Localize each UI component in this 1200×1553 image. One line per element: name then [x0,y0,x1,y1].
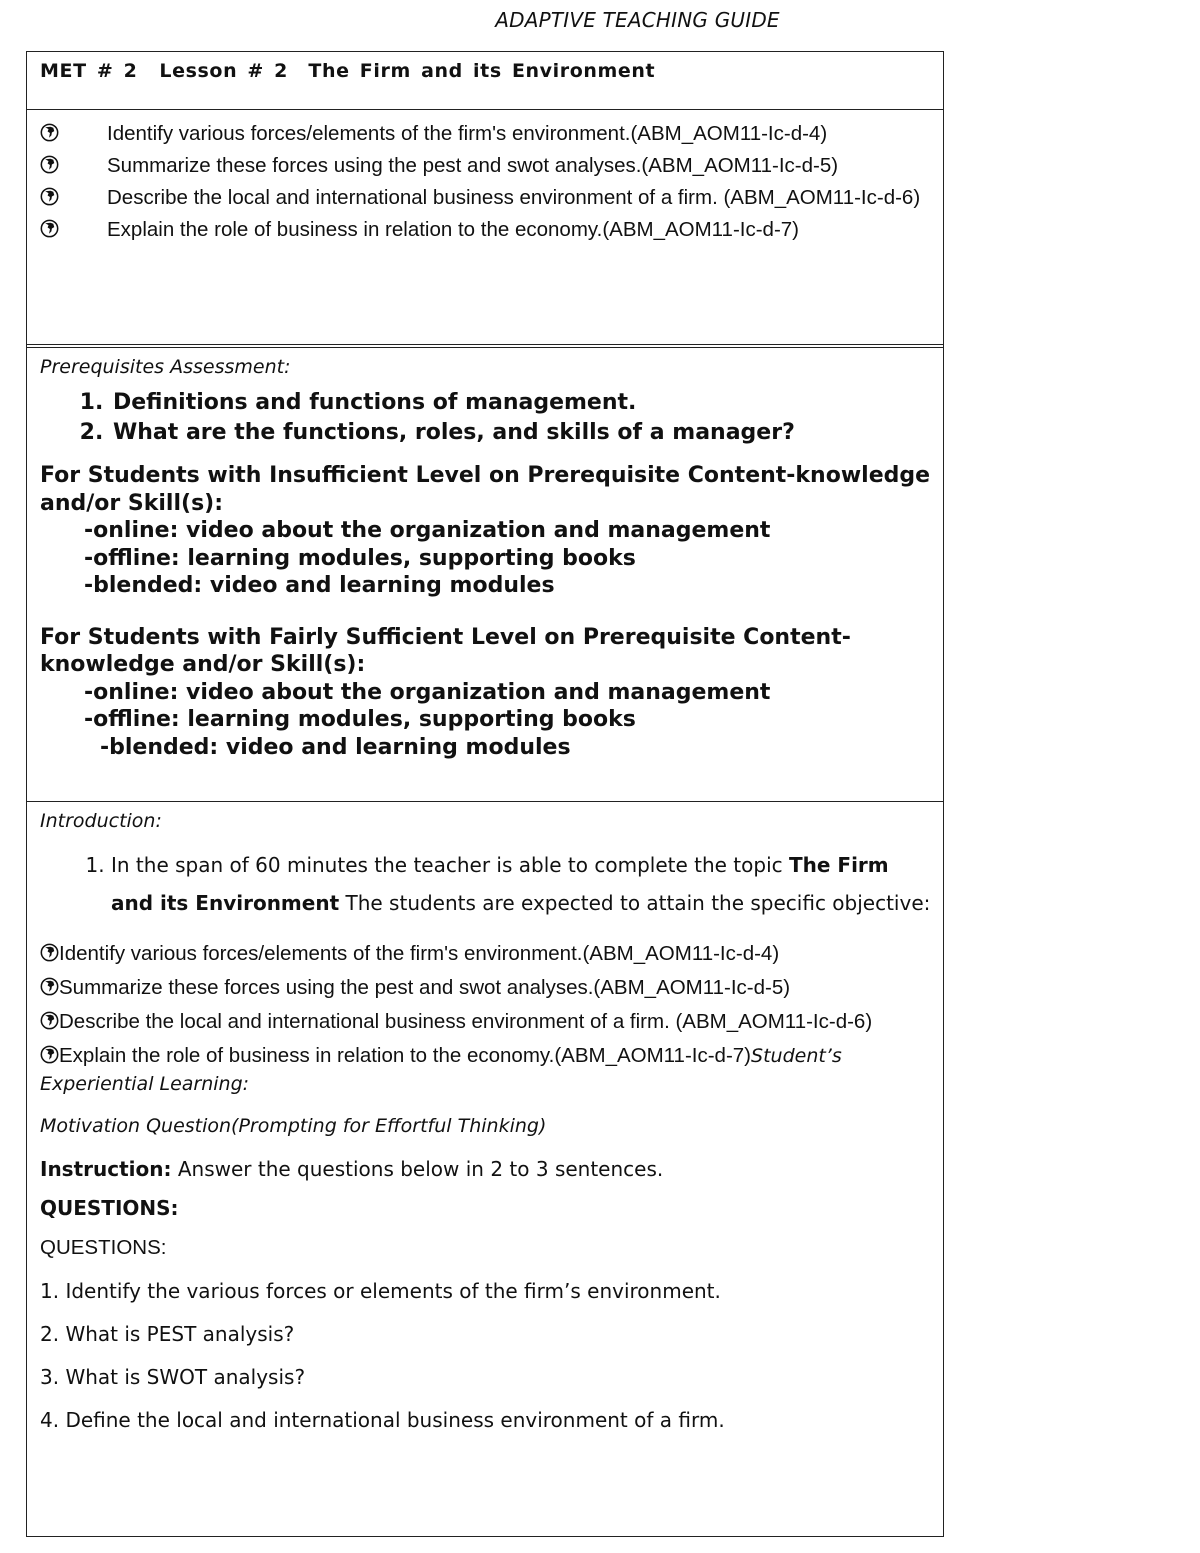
question-item: 3. What is SWOT analysis? [40,1365,306,1389]
group-heading: For Students with Fairly Sufficient Level on Prerequisite Content-knowledge and/or Skill(s): [40,624,851,677]
globe-icon [40,219,59,238]
blended-option: -blended: video and learning modules [100,734,571,760]
list-item: 2. What are the functions, roles, and skills of a manager? [111,418,931,448]
question-item: 1. Identify the various forces or elements of the firm’s environment. [40,1279,721,1303]
intro-topic: The Firm and its Environment [111,853,889,915]
globe-icon [40,1011,59,1030]
experiential-learning-label: Student’s Experiential Learning: [40,1045,842,1095]
objective-item [40,184,931,212]
introduction-objectives [40,940,931,1098]
fairly-sufficient-level-group [40,624,931,762]
globe-icon [40,977,59,996]
insufficient-level-group [40,462,931,600]
objective-item [40,974,931,1002]
question-item: 4. Define the local and international business environment of a firm. [40,1408,725,1432]
instruction-text: Answer the questions below in 2 to 3 sentences. [171,1157,664,1181]
questions-subheading: QUESTIONS: [40,1236,167,1259]
introduction-list [40,846,931,922]
objective-text: Identify various forces/elements of the firm's environment.(ABM_AOM11-Ic-d-4) [107,122,828,145]
instruction [40,1154,931,1184]
lesson-number: Lesson # 2 [159,60,288,82]
list-item: 1. Definitions and functions of management. [111,388,931,418]
objective-item [40,1008,931,1036]
introduction-section [27,802,943,1536]
lesson-topic: The Firm and its Environment [308,60,656,82]
objective-item [40,120,931,148]
objective-item [40,152,931,180]
objectives-section [27,110,943,348]
offline-option: -offline: learning modules, supporting books [84,545,636,571]
globe-icon [40,155,59,174]
objective-item [40,1042,931,1098]
instruction-label: Instruction: [40,1157,172,1181]
objective-text: Explain the role of business in relation to the economy.(ABM_AOM11-Ic-d-7) [59,1044,752,1067]
motivation-question: Motivation Question(Prompting for Effortful Thinking) [40,1115,547,1137]
question-item: 2. What is PEST analysis? [40,1322,295,1346]
blended-option: -blended: video and learning modules [84,573,555,598]
intro-text-end: The students are expected to attain the specific objective: [339,891,931,915]
objective-text: Summarize these forces using the pest and swot analyses.(ABM_AOM11-Ic-d-5) [59,976,791,999]
objective-text: Summarize these forces using the pest and swot analyses.(ABM_AOM11-Ic-d-5) [107,154,839,177]
objective-text: Describe the local and international business environment of a firm. (ABM_AOM11-Ic-d-6) [59,1010,873,1033]
globe-icon [40,187,59,206]
objective-item [40,940,931,968]
intro-text: In the span of 60 minutes the teacher is able to complete the topic [111,853,789,877]
objective-text: Explain the role of business in relation to the economy.(ABM_AOM11-Ic-d-7) [107,218,800,241]
globe-icon [40,1045,59,1064]
online-option: -online: video about the organization and management [84,518,771,543]
online-option: -online: video about the organization and management [84,679,771,705]
globe-icon [40,123,59,142]
prerequisites-label: Prerequisites Assessment: [40,356,291,378]
met-number: MET # 2 [40,60,138,82]
objective-item [40,216,931,244]
group-heading: For Students with Insufficient Level on Prerequisite Content-knowledge and/or Skill(s): [40,463,931,516]
lesson-header [27,52,943,110]
introduction-label: Introduction: [40,810,162,832]
offline-option: -offline: learning modules, supporting books [84,707,636,732]
globe-icon [40,943,59,962]
objective-text: Identify various forces/elements of the firm's environment.(ABM_AOM11-Ic-d-4) [59,942,780,965]
prerequisites-list [40,388,931,448]
objective-text: Describe the local and international business environment of a firm. (ABM_AOM11-Ic-d-6) [107,186,921,209]
teaching-guide-table [26,51,944,1537]
document-title: ADAPTIVE TEACHING GUIDE [495,8,780,32]
list-item [111,846,931,922]
questions-heading: QUESTIONS: [40,1196,179,1220]
prerequisites-section [27,348,943,802]
